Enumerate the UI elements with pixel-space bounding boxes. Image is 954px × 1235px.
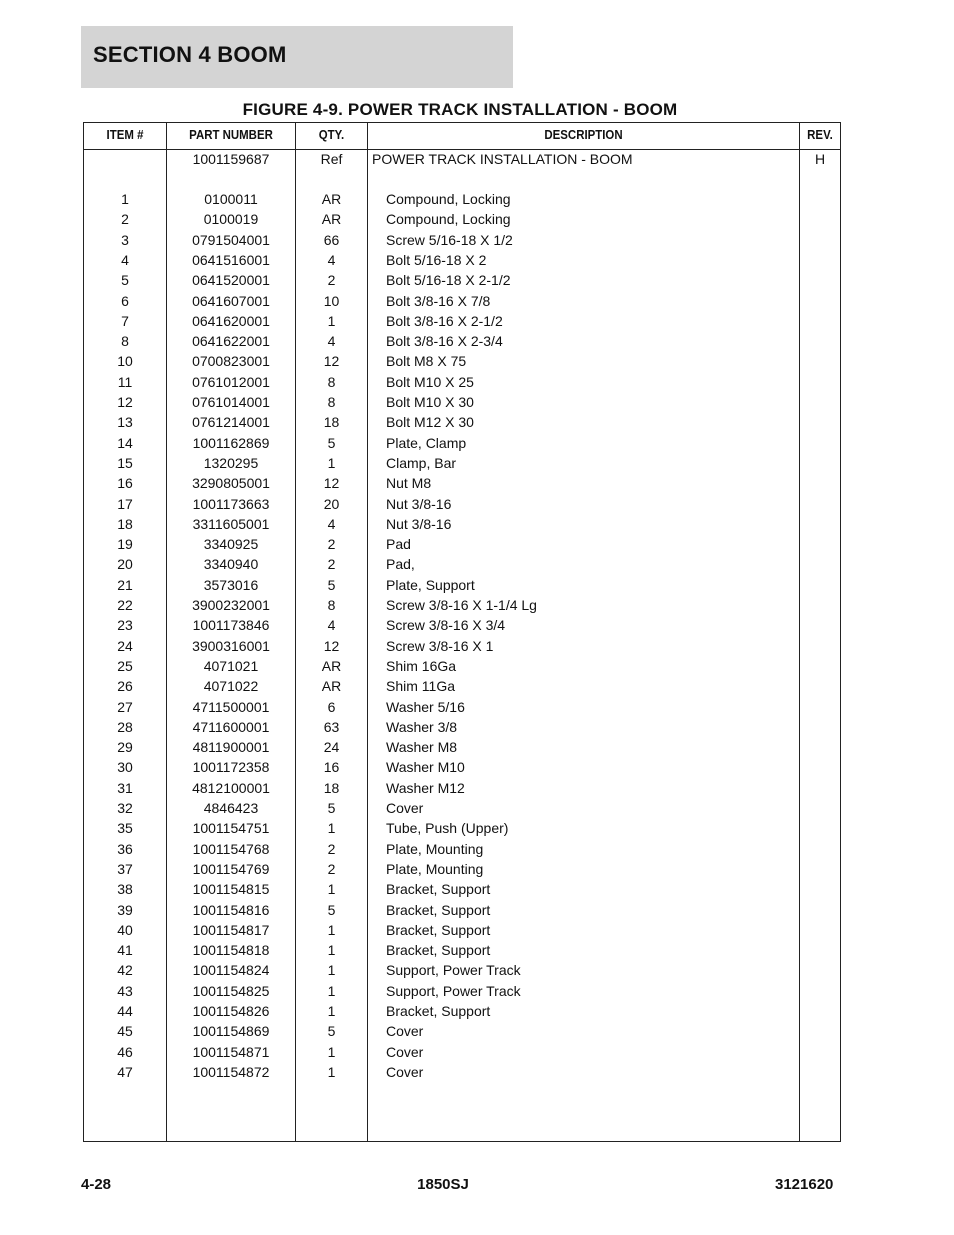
- qty: 4: [327, 515, 336, 532]
- qty: 4: [327, 617, 336, 634]
- table-row: [84, 494, 840, 514]
- table-row: [84, 940, 840, 960]
- qty: 18: [323, 779, 340, 796]
- item-number: 13: [117, 414, 133, 431]
- description: Shim 11Ga: [386, 678, 455, 695]
- model-number: 1850SJ: [417, 1176, 469, 1193]
- part-number: 1001154751: [192, 820, 270, 837]
- description: Bracket, Support: [386, 921, 491, 938]
- table-row: [84, 331, 840, 351]
- description: POWER TRACK INSTALLATION - BOOM: [372, 151, 633, 167]
- table-row: [84, 270, 840, 290]
- section-header: [81, 26, 513, 88]
- table-row: [84, 981, 840, 1001]
- qty: 5: [327, 901, 336, 918]
- description: Cover: [386, 1063, 424, 1080]
- qty: 8: [327, 597, 336, 613]
- table-row: [84, 392, 840, 412]
- item-number: 41: [117, 942, 133, 959]
- part-number: 0641520001: [192, 272, 270, 289]
- item-number: 27: [117, 698, 133, 715]
- part-number: 4811900001: [192, 739, 270, 756]
- item-number: 24: [117, 637, 133, 654]
- qty: 24: [323, 739, 340, 756]
- table-row: [84, 757, 840, 777]
- description: Bracket, Support: [386, 942, 491, 959]
- part-number: 1001154817: [192, 921, 270, 938]
- description: Cover: [386, 800, 424, 816]
- item-number: 1: [121, 191, 129, 207]
- part-number: 1001173663: [192, 495, 270, 512]
- description: Shim 16Ga: [386, 657, 457, 674]
- part-number: 1001154816: [192, 901, 270, 918]
- table-row: [84, 737, 840, 757]
- qty: 2: [327, 840, 336, 857]
- header-description: DESCRIPTION: [544, 127, 623, 142]
- part-number: 3290805001: [192, 475, 270, 492]
- description: Screw 3/8-16 X 1-1/4 Lg: [386, 597, 537, 613]
- part-number: 1001154818: [192, 942, 270, 959]
- table-row: [84, 433, 840, 453]
- qty: 5: [327, 434, 336, 451]
- description: Compound, Locking: [386, 211, 511, 228]
- part-number: 1001154871: [192, 1043, 270, 1060]
- description: Washer M10: [386, 759, 465, 776]
- part-number: 4812100001: [192, 779, 270, 796]
- description: Screw 5/16-18 X 1/2: [386, 231, 513, 248]
- description: Plate, Mounting: [386, 840, 484, 857]
- table-row: [84, 291, 840, 311]
- item-number: 42: [117, 962, 133, 979]
- qty: AR: [321, 211, 342, 228]
- qty: 2: [327, 860, 336, 877]
- qty: 2: [327, 556, 336, 573]
- part-number: 3340925: [203, 536, 259, 553]
- description: Plate, Mounting: [386, 860, 484, 877]
- part-number: 1001154869: [192, 1023, 270, 1040]
- description: Clamp, Bar: [386, 454, 457, 471]
- table-row: [84, 453, 840, 473]
- part-number: 0100019: [203, 211, 259, 228]
- qty: 1: [327, 982, 336, 999]
- item-number: 17: [117, 495, 133, 512]
- table-row: [84, 372, 840, 392]
- part-number: 1001162869: [192, 434, 270, 451]
- table-row: [84, 311, 840, 331]
- item-number: 6: [121, 292, 129, 309]
- item-number: 18: [117, 515, 133, 532]
- table-row: [84, 595, 840, 615]
- description: Cover: [386, 1023, 424, 1040]
- part-number: 1001154825: [192, 982, 270, 999]
- part-number: 1001159687: [192, 151, 270, 167]
- description: Nut 3/8-16: [386, 515, 452, 532]
- table-row: [84, 1042, 840, 1062]
- item-number: 21: [117, 576, 133, 593]
- item-number: 47: [117, 1063, 133, 1080]
- part-number: 0761014001: [192, 394, 270, 410]
- qty: 12: [323, 475, 340, 492]
- table-row: [84, 1062, 840, 1082]
- table-row: [84, 514, 840, 534]
- description: Bolt 3/8-16 X 7/8: [386, 292, 491, 309]
- qty: AR: [321, 191, 342, 207]
- part-number: 4071022: [203, 678, 259, 695]
- table-row: [84, 1001, 840, 1021]
- table-row: [84, 534, 840, 554]
- item-number: 5: [121, 272, 129, 289]
- item-number: 44: [117, 1003, 133, 1019]
- qty: 1: [327, 312, 336, 329]
- description: Compound, Locking: [386, 191, 511, 207]
- table-row: [84, 189, 840, 209]
- description: Plate, Support: [386, 576, 475, 593]
- item-number: 39: [117, 901, 133, 918]
- description: Bracket, Support: [386, 881, 491, 898]
- figure-title: FIGURE 4-9. POWER TRACK INSTALLATION - BOOM: [242, 100, 678, 119]
- description: Bracket, Support: [386, 901, 491, 918]
- page-number: 4-28: [81, 1176, 112, 1193]
- item-number: 3: [121, 231, 129, 248]
- item-number: 2: [121, 211, 129, 228]
- qty: Ref: [320, 151, 343, 167]
- item-number: 8: [121, 333, 129, 350]
- table-row-assembly: [84, 149, 840, 169]
- qty: 4: [327, 333, 336, 350]
- description: Bolt 5/16-18 X 2: [386, 251, 487, 268]
- item-number: 4: [121, 251, 129, 268]
- qty: 1: [327, 881, 336, 898]
- item-number: 16: [117, 475, 133, 492]
- qty: 1: [327, 962, 336, 979]
- description: Bolt 3/8-16 X 2-1/2: [386, 312, 503, 329]
- description: Pad,: [386, 556, 415, 573]
- table-row: [84, 554, 840, 574]
- table-row: [84, 717, 840, 737]
- item-number: 36: [117, 840, 133, 857]
- item-number: 37: [117, 860, 133, 877]
- description: Pad: [386, 536, 411, 553]
- header-rev: REV.: [807, 127, 833, 142]
- table-row: [84, 859, 840, 879]
- part-number: 3311605001: [192, 515, 270, 532]
- qty: AR: [321, 657, 342, 674]
- description: Washer M8: [386, 739, 458, 756]
- part-number: 0641607001: [192, 292, 270, 309]
- description: Bolt M12 X 30: [386, 414, 474, 431]
- section-title: SECTION 4 BOOM: [93, 42, 287, 67]
- description: Cover: [386, 1043, 424, 1060]
- qty: 1: [327, 942, 336, 959]
- part-number: 0641620001: [192, 312, 270, 329]
- qty: 4: [327, 251, 336, 268]
- table-row: [84, 575, 840, 595]
- table-row: [84, 798, 840, 818]
- item-number: 14: [117, 434, 133, 451]
- part-number: 4711500001: [192, 698, 270, 715]
- qty: 63: [323, 718, 340, 735]
- qty: 5: [327, 1023, 336, 1040]
- table-row: [84, 778, 840, 798]
- table-row: [84, 900, 840, 920]
- part-number: 0791504001: [192, 231, 270, 248]
- table-row: [84, 473, 840, 493]
- part-number: 3573016: [203, 576, 259, 593]
- qty: 1: [327, 454, 336, 471]
- qty: 5: [327, 576, 336, 593]
- qty: 16: [323, 759, 340, 776]
- table-row: [84, 412, 840, 432]
- part-number: 1001172358: [192, 759, 270, 776]
- description: Washer 3/8: [386, 718, 458, 735]
- item-number: 7: [121, 312, 129, 329]
- item-number: 20: [117, 556, 133, 573]
- table-row: [84, 1021, 840, 1041]
- qty: 8: [327, 394, 336, 410]
- qty: 2: [327, 272, 336, 289]
- part-number: 0761214001: [192, 414, 270, 431]
- description: Support, Power Track: [386, 982, 521, 999]
- description: Bolt 3/8-16 X 2-3/4: [386, 333, 503, 350]
- part-number: 3900316001: [192, 637, 270, 654]
- qty: 20: [323, 495, 340, 512]
- description: Bolt M10 X 25: [386, 373, 474, 390]
- part-number: 4846423: [203, 800, 259, 816]
- qty: 1: [327, 1063, 336, 1080]
- item-number: 12: [117, 394, 133, 410]
- table-row: [84, 879, 840, 899]
- qty: 10: [323, 292, 340, 309]
- qty: 1: [327, 1003, 336, 1019]
- qty: 12: [323, 353, 340, 370]
- item-number: 46: [117, 1043, 133, 1060]
- item-number: 43: [117, 982, 133, 999]
- item-number: 29: [117, 739, 133, 756]
- qty: 5: [327, 800, 336, 816]
- qty: 1: [327, 820, 336, 837]
- description: Bolt M10 X 30: [386, 394, 474, 410]
- part-number: 1001173846: [192, 617, 270, 634]
- description: Washer M12: [386, 779, 465, 796]
- part-number: 3900232001: [192, 597, 270, 613]
- qty: 12: [323, 637, 340, 654]
- table-row: [84, 656, 840, 676]
- part-number: 1001154872: [192, 1063, 270, 1080]
- table-row: [84, 818, 840, 838]
- document-number: 3121620: [775, 1176, 834, 1193]
- table-row: [84, 839, 840, 859]
- parts-table: [83, 122, 841, 1142]
- header-item: ITEM #: [106, 127, 144, 142]
- item-number: 35: [117, 820, 133, 837]
- item-number: 40: [117, 921, 133, 938]
- part-number: 0641516001: [192, 251, 270, 268]
- description: Tube, Push (Upper): [386, 820, 509, 837]
- header-part-number: PART NUMBER: [189, 127, 273, 142]
- header-qty: QTY.: [318, 127, 345, 142]
- part-number: 0100011: [204, 191, 258, 207]
- item-number: 28: [117, 718, 133, 735]
- description: Support, Power Track: [386, 962, 521, 979]
- description: Screw 3/8-16 X 3/4: [386, 617, 506, 634]
- item-number: 19: [117, 536, 133, 553]
- table-row: [84, 960, 840, 980]
- description: Washer 5/16: [386, 698, 465, 715]
- table-row: [84, 209, 840, 229]
- description: Screw 3/8-16 X 1: [386, 637, 494, 654]
- description: Bolt M8 X 75: [386, 353, 467, 370]
- table-row: [84, 615, 840, 635]
- item-number: 10: [117, 353, 133, 370]
- part-number: 4711600001: [192, 718, 270, 735]
- item-number: 15: [117, 454, 133, 471]
- part-number: 1320295: [203, 454, 259, 471]
- part-number: 1001154815: [192, 881, 270, 898]
- table-row: [84, 230, 840, 250]
- table-row: [84, 351, 840, 371]
- rev: H: [814, 151, 826, 167]
- part-number: 1001154826: [192, 1003, 270, 1019]
- item-number: 30: [117, 759, 133, 776]
- item-number: 26: [117, 678, 133, 695]
- item-number: 45: [117, 1023, 133, 1040]
- qty: AR: [321, 678, 342, 695]
- description: Nut 3/8-16: [386, 495, 452, 512]
- qty: 1: [327, 921, 336, 938]
- description: Bolt 5/16-18 X 2-1/2: [386, 272, 511, 289]
- part-number: 3340940: [203, 556, 259, 573]
- table-row: [84, 250, 840, 270]
- qty: 66: [323, 231, 340, 248]
- table-row: [84, 676, 840, 696]
- description: Plate, Clamp: [386, 434, 467, 451]
- part-number: 4071021: [203, 657, 259, 674]
- item-number: 25: [117, 657, 133, 674]
- item-number: 32: [117, 800, 133, 816]
- part-number: 1001154768: [192, 840, 270, 857]
- item-number: 11: [117, 373, 133, 390]
- qty: 1: [327, 1043, 336, 1060]
- part-number: 1001154769: [192, 860, 270, 877]
- qty: 2: [327, 536, 336, 553]
- qty: 18: [323, 414, 340, 431]
- table-row: [84, 920, 840, 940]
- part-number: 0700823001: [192, 353, 270, 370]
- part-number: 1001154824: [192, 962, 270, 979]
- qty: 8: [327, 373, 336, 390]
- item-number: 31: [117, 779, 133, 796]
- description: Bracket, Support: [386, 1003, 491, 1019]
- description: Nut M8: [386, 475, 432, 492]
- item-number: 22: [117, 597, 133, 613]
- table-row: [84, 636, 840, 656]
- item-number: 38: [117, 881, 133, 898]
- table-row: [84, 697, 840, 717]
- part-number: 0641622001: [192, 333, 270, 350]
- qty: 6: [327, 698, 336, 715]
- part-number: 0761012001: [192, 373, 270, 390]
- item-number: 23: [117, 617, 133, 634]
